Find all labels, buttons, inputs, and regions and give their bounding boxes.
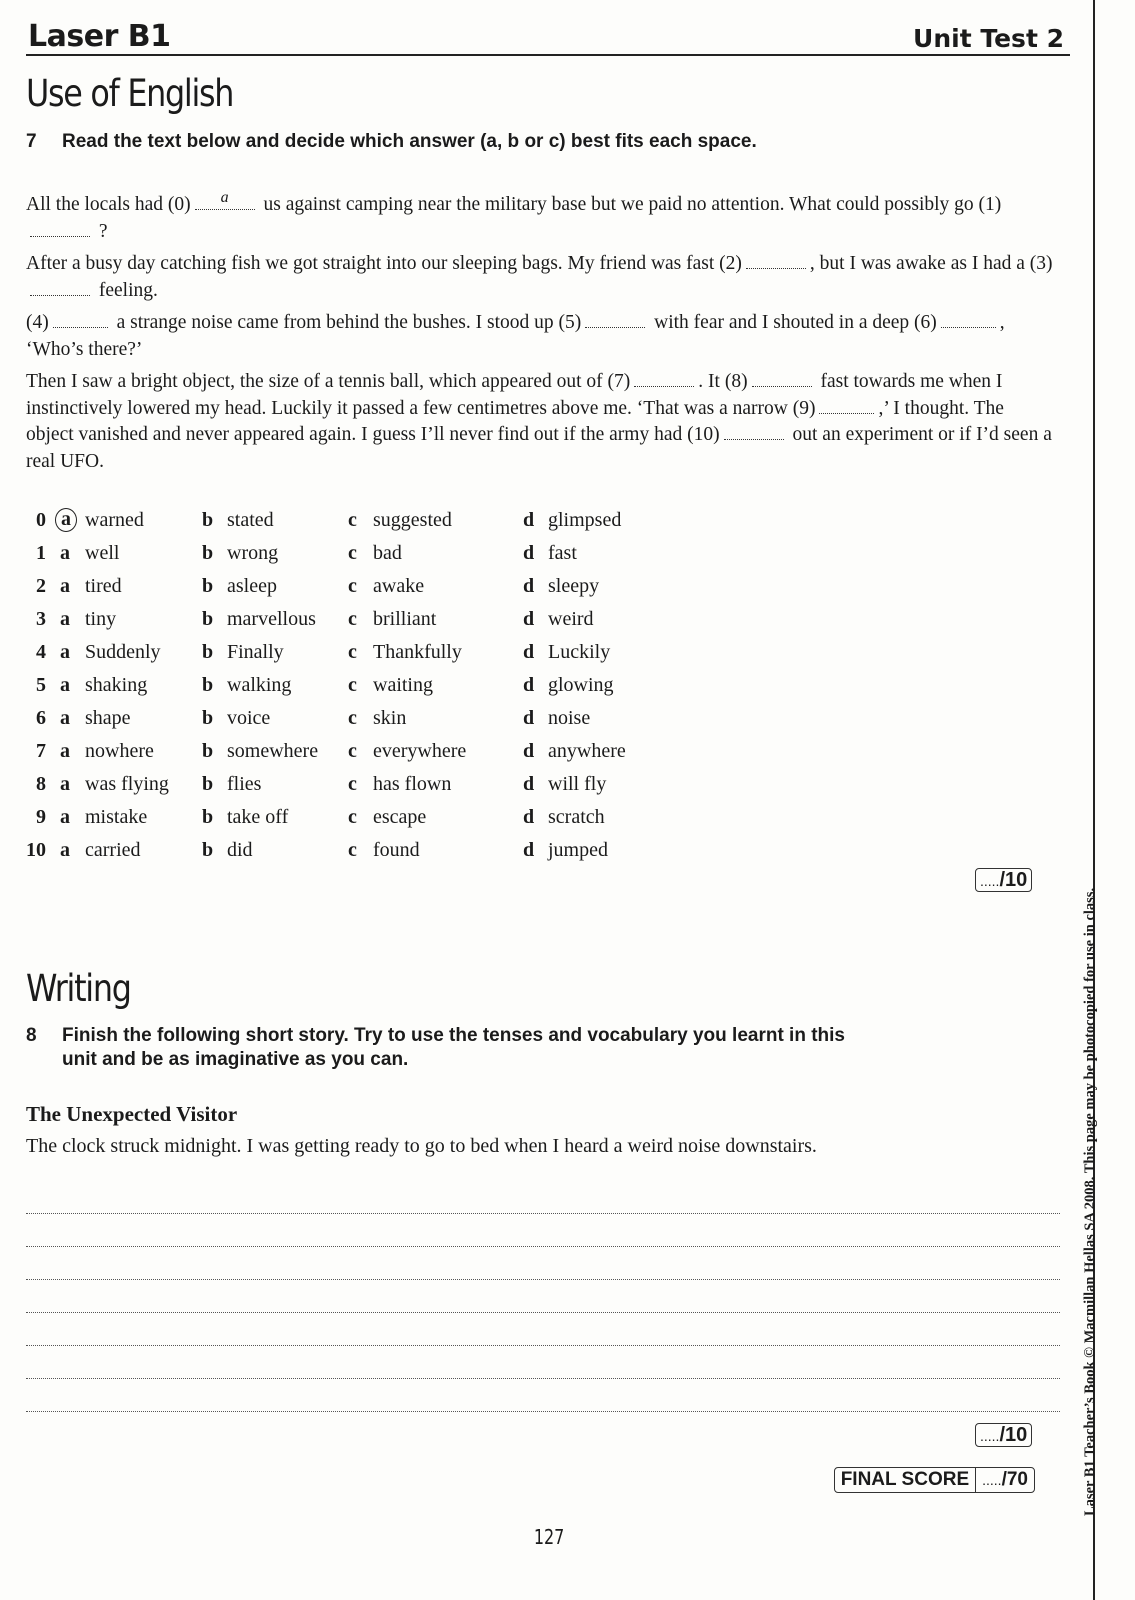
option-word: Suddenly <box>85 641 161 663</box>
option-letter: b <box>202 707 214 729</box>
option-row <box>26 542 726 575</box>
option-letter: a <box>60 773 70 795</box>
passage-text: a strange noise came from behind the bushes. I stood up (5) <box>116 312 582 333</box>
option-row <box>26 674 726 707</box>
option-letter: a <box>60 707 70 729</box>
passage-text: , ‘Who’s there?’ <box>26 312 1005 360</box>
option-word: nowhere <box>85 740 154 762</box>
task-number: 7 <box>26 131 37 152</box>
option-letter: c <box>348 509 357 531</box>
question-number: 10 <box>26 839 46 861</box>
option-letter: c <box>348 740 357 762</box>
option-word: brilliant <box>373 608 437 630</box>
option-word: did <box>227 839 253 861</box>
option-letter: a <box>55 508 77 532</box>
option-word: sleepy <box>548 575 600 597</box>
question-number: 4 <box>36 641 46 663</box>
option-word: will fly <box>548 773 607 795</box>
task-number: 8 <box>26 1025 37 1046</box>
option-word: asleep <box>227 575 277 597</box>
option-word: somewhere <box>227 740 319 762</box>
option-word: found <box>373 839 420 861</box>
score-dots: ..... <box>980 873 1000 889</box>
question-number: 7 <box>36 740 46 762</box>
option-word: fast <box>548 542 577 564</box>
option-word: wrong <box>227 542 279 564</box>
option-letter: b <box>202 641 214 663</box>
option-letter: d <box>523 773 535 795</box>
gap-3[interactable] <box>30 279 90 296</box>
gap-7[interactable] <box>634 370 694 387</box>
option-letter: b <box>202 674 214 696</box>
unit-title: Unit Test 2 <box>913 24 1064 53</box>
passage-paragraph <box>26 369 1056 475</box>
question-number: 1 <box>36 542 46 564</box>
option-word: escape <box>373 806 427 828</box>
score-total: /10 <box>999 1424 1028 1446</box>
option-row <box>26 839 726 872</box>
score-dots: ..... <box>980 1428 1000 1444</box>
option-letter: c <box>348 542 357 564</box>
option-word: has flown <box>373 773 452 795</box>
option-word: everywhere <box>373 740 467 762</box>
option-word: take off <box>227 806 289 828</box>
option-letter: c <box>348 839 357 861</box>
question-number: 5 <box>36 674 46 696</box>
page-header <box>26 20 1070 56</box>
option-letter: d <box>523 509 535 531</box>
option-letter: c <box>348 575 357 597</box>
question-number: 9 <box>36 806 46 828</box>
task-8-instruction <box>26 1024 1066 1074</box>
passage-text: All the locals had (0) <box>26 194 191 215</box>
option-letter: d <box>523 542 535 564</box>
option-word: waiting <box>373 674 433 696</box>
option-word: shaking <box>85 674 148 696</box>
option-letter: c <box>348 773 357 795</box>
writing-line[interactable] <box>26 1246 1060 1247</box>
option-row <box>26 575 726 608</box>
book-title: Laser B1 <box>28 19 171 54</box>
score-dots: ..... <box>982 1472 1002 1488</box>
option-letter: b <box>202 542 214 564</box>
option-row <box>26 773 726 806</box>
example-answer: a <box>220 189 229 206</box>
passage-text: ,’ I thought. The object vanished and never appeared again. I guess I’ll never find out if the army had (10) <box>26 397 1004 445</box>
option-word: voice <box>227 707 271 729</box>
option-word: scratch <box>548 806 605 828</box>
instruction-text: Read the text below and decide which answer (a, b or c) best fits each space. <box>62 131 757 152</box>
passage-paragraph <box>26 189 1056 245</box>
option-word: flies <box>227 773 262 795</box>
option-word: jumped <box>548 839 608 861</box>
gap-9[interactable] <box>819 397 874 414</box>
option-word: noise <box>548 707 591 729</box>
option-letter: c <box>348 641 357 663</box>
option-letter: b <box>202 839 214 861</box>
option-word: warned <box>85 509 144 531</box>
option-letter: a <box>60 839 70 861</box>
option-letter: c <box>348 806 357 828</box>
passage-text: us against camping near the military base but we paid no attention. What could possibly go (1) <box>263 194 1002 215</box>
cloze-passage <box>26 189 1056 481</box>
option-word: tiny <box>85 608 117 630</box>
option-word: was flying <box>85 773 169 795</box>
option-letter: b <box>202 806 214 828</box>
option-letter: d <box>523 806 535 828</box>
gap-10[interactable] <box>724 423 784 440</box>
option-word: marvellous <box>227 608 316 630</box>
option-word: anywhere <box>548 740 626 762</box>
option-word: weird <box>548 608 594 630</box>
score-total: /10 <box>999 869 1028 891</box>
final-score-value <box>976 1468 1034 1492</box>
gap-2[interactable] <box>746 252 806 269</box>
option-word: awake <box>373 575 425 597</box>
passage-text: (4) <box>26 312 49 333</box>
option-row <box>26 509 726 542</box>
writing-line[interactable] <box>26 1411 1060 1412</box>
option-letter: a <box>60 542 70 564</box>
gap-4[interactable] <box>53 311 108 328</box>
option-letter: c <box>348 674 357 696</box>
use-of-english-title: Use of English <box>26 72 234 115</box>
story-opening: The clock struck midnight. I was getting ready to go to bed when I heard a weird noise downstairs. <box>26 1135 817 1157</box>
option-letter: b <box>202 608 214 630</box>
option-letter: b <box>202 740 214 762</box>
writing-line[interactable] <box>26 1378 1060 1379</box>
gap-0-example <box>195 189 255 210</box>
passage-text: After a busy day catching fish we got straight into our sleeping bags. My friend was fast (2) <box>26 253 742 274</box>
option-word: mistake <box>85 806 148 828</box>
option-row <box>26 707 726 740</box>
option-word: well <box>85 542 120 564</box>
option-row <box>26 740 726 773</box>
final-score-label: FINAL SCORE <box>835 1468 976 1492</box>
passage-text: out an experiment or if I’d seen a real UFO. <box>26 424 1052 472</box>
final-score-box <box>834 1467 1035 1493</box>
option-letter: d <box>523 608 535 630</box>
task-7-instruction <box>26 130 1026 154</box>
question-number: 0 <box>36 509 46 531</box>
copyright-note: Laser B1 Teacher’s Book © Macmillan Hellas SA 2008. This page may be photocopied for use in class. <box>1082 887 1098 1516</box>
option-word: Finally <box>227 641 284 663</box>
score-total: /70 <box>1001 1469 1028 1490</box>
option-word: glimpsed <box>548 509 622 531</box>
option-letter: d <box>523 707 535 729</box>
passage-paragraph <box>26 251 1056 304</box>
option-word: Luckily <box>548 641 611 663</box>
passage-text: fast towards me when I instinctively lowered my head. Luckily it passed a few centimetres above me. ‘That was a narrow (9) <box>26 371 1003 419</box>
writing-title: Writing <box>26 967 131 1010</box>
story-title: The Unexpected Visitor <box>26 1102 238 1126</box>
section-8-score <box>975 1423 1032 1447</box>
question-number: 8 <box>36 773 46 795</box>
option-word: stated <box>227 509 274 531</box>
option-letter: a <box>60 674 70 696</box>
writing-line[interactable] <box>26 1213 1060 1214</box>
passage-text: , but I was awake as I had a (3) <box>809 253 1053 274</box>
page-number: 127 <box>533 1525 565 1549</box>
option-word: carried <box>85 839 141 861</box>
option-word: glowing <box>548 674 614 696</box>
gap-5[interactable] <box>585 311 645 328</box>
option-row <box>26 641 726 674</box>
question-number: 6 <box>36 707 46 729</box>
option-letter: a <box>60 641 70 663</box>
option-word: Thankfully <box>373 641 462 663</box>
question-number: 2 <box>36 575 46 597</box>
gap-8[interactable] <box>752 370 812 387</box>
option-word: shape <box>85 707 131 729</box>
gap-6[interactable] <box>941 311 996 328</box>
passage-paragraph <box>26 310 1056 363</box>
option-letter: a <box>60 806 70 828</box>
option-row <box>26 608 726 641</box>
passage-text: Then I saw a bright object, the size of a tennis ball, which appeared out of (7) <box>26 371 631 392</box>
option-word: walking <box>227 674 292 696</box>
option-row <box>26 806 726 839</box>
option-letter: c <box>348 608 357 630</box>
writing-line[interactable] <box>26 1312 1060 1313</box>
question-number: 3 <box>36 608 46 630</box>
passage-text: ? <box>98 220 108 242</box>
writing-line[interactable] <box>26 1345 1060 1346</box>
option-letter: d <box>523 641 535 663</box>
option-word: bad <box>373 542 402 564</box>
option-letter: c <box>348 707 357 729</box>
passage-text: . It (8) <box>698 371 748 392</box>
option-letter: d <box>523 575 535 597</box>
option-letter: b <box>202 575 214 597</box>
option-word: tired <box>85 575 122 597</box>
option-letter: d <box>523 674 535 696</box>
passage-text: with fear and I shouted in a deep (6) <box>654 312 937 333</box>
option-word: suggested <box>373 509 452 531</box>
option-letter: a <box>60 608 70 630</box>
gap-1[interactable] <box>30 220 90 237</box>
section-7-score <box>975 868 1032 892</box>
passage-text: feeling. <box>98 279 158 301</box>
option-letter: d <box>523 839 535 861</box>
option-letter: b <box>202 773 214 795</box>
instruction-line-2: unit and be as imaginative as you can. <box>62 1049 409 1070</box>
option-letter: a <box>60 740 70 762</box>
option-word: skin <box>373 707 407 729</box>
option-letter: a <box>60 575 70 597</box>
writing-line[interactable] <box>26 1279 1060 1280</box>
option-letter: d <box>523 740 535 762</box>
option-letter: b <box>202 509 214 531</box>
instruction-line-1: Finish the following short story. Try to use the tenses and vocabulary you learnt in this <box>62 1025 845 1046</box>
